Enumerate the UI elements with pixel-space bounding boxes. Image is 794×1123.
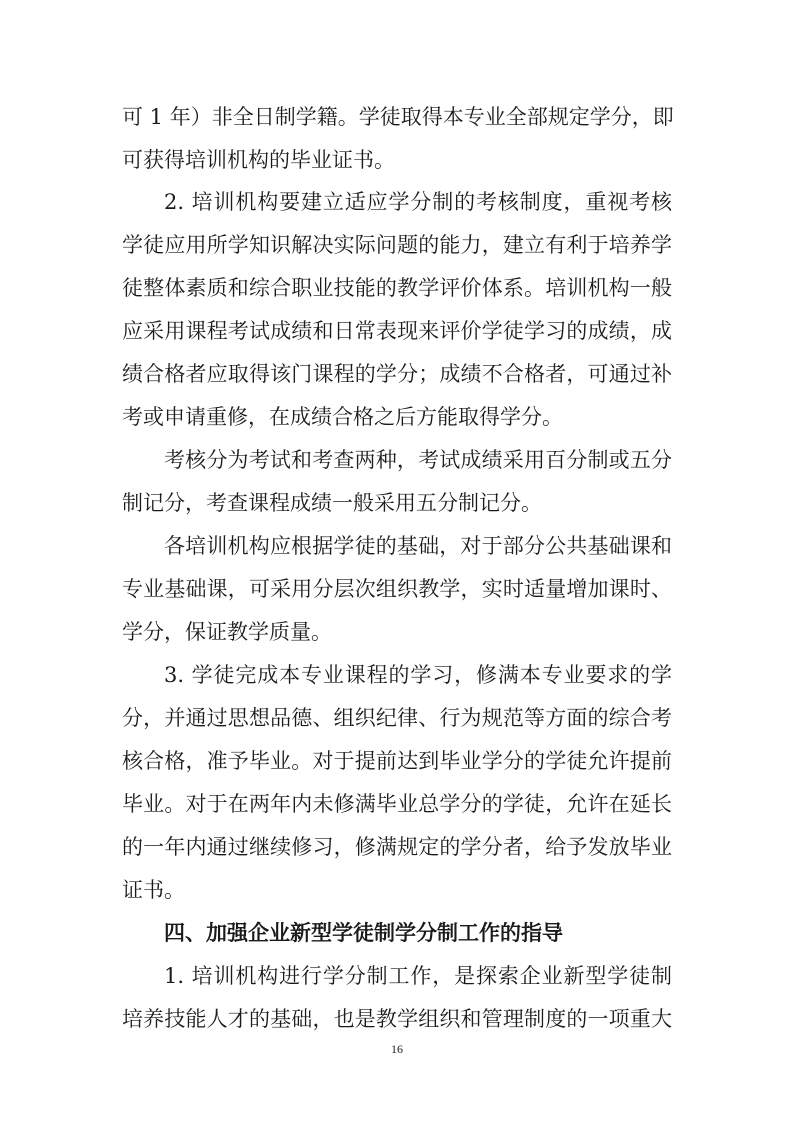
text-line-content: 可获得培训机构的毕业证书。 xyxy=(122,148,395,172)
text-line-content: 绩合格者应取得该门课程的学分；成绩不合格者，可通过补 xyxy=(122,362,672,386)
text-line-content: 1. 培训机构进行学分制工作，是探索企业新型学徒制 xyxy=(164,964,672,988)
text-line-content: 培养技能人才的基础，也是教学组织和管理制度的一项重大 xyxy=(122,1007,672,1031)
text-line-content: 的一年内通过继续修习，修满规定的学分者，给予发放毕业 xyxy=(122,835,672,859)
text-line-content: 分，并通过思想品德、组织纪律、行为规范等方面的综合考 xyxy=(122,706,672,730)
text-line-content: 学徒应用所学知识解决实际问题的能力，建立有利于培养学 xyxy=(122,233,672,257)
section-heading-text: 四、加强企业新型学徒制学分制工作的指导 xyxy=(164,921,563,945)
text-line-content: 学分，保证教学质量。 xyxy=(122,620,332,644)
text-line-content: 2. 培训机构要建立适应学分制的考核制度，重视考核 xyxy=(164,190,672,214)
text-line-content: 考或申请重修，在成绩合格之后方能取得学分。 xyxy=(122,405,563,429)
text-line xyxy=(0,991,794,1047)
text-line-content: 各培训机构应根据学徒的基础，对于部分公共基础课和 xyxy=(164,534,672,558)
text-line-content: 应采用课程考试成绩和日常表现来评价学徒学习的成绩，成 xyxy=(122,319,672,343)
page-number: 16 xyxy=(391,1042,403,1056)
text-line-content: 核合格，准予毕业。对于提前达到毕业学分的学徒允许提前 xyxy=(122,749,672,773)
text-line-content: 考核分为考试和考查两种，考试成绩采用百分制或五分 xyxy=(164,448,672,472)
text-line-content: 毕业。对于在两年内未修满毕业总学分的学徒，允许在延长 xyxy=(122,792,672,816)
text-line-content: 制记分，考查课程成绩一般采用五分制记分。 xyxy=(122,491,542,515)
text-line-content: 专业基础课，可采用分层次组织教学，实时适量增加课时、 xyxy=(122,577,672,601)
text-line-content: 可 1 年）非全日制学籍。学徒取得本专业全部规定学分，即 xyxy=(122,105,674,129)
text-line-content: 3. 学徒完成本专业课程的学习，修满本专业要求的学 xyxy=(164,663,672,687)
text-line-content: 徒整体素质和综合职业技能的教学评价体系。培训机构一般 xyxy=(122,276,672,300)
text-line-content: 证书。 xyxy=(122,878,185,902)
